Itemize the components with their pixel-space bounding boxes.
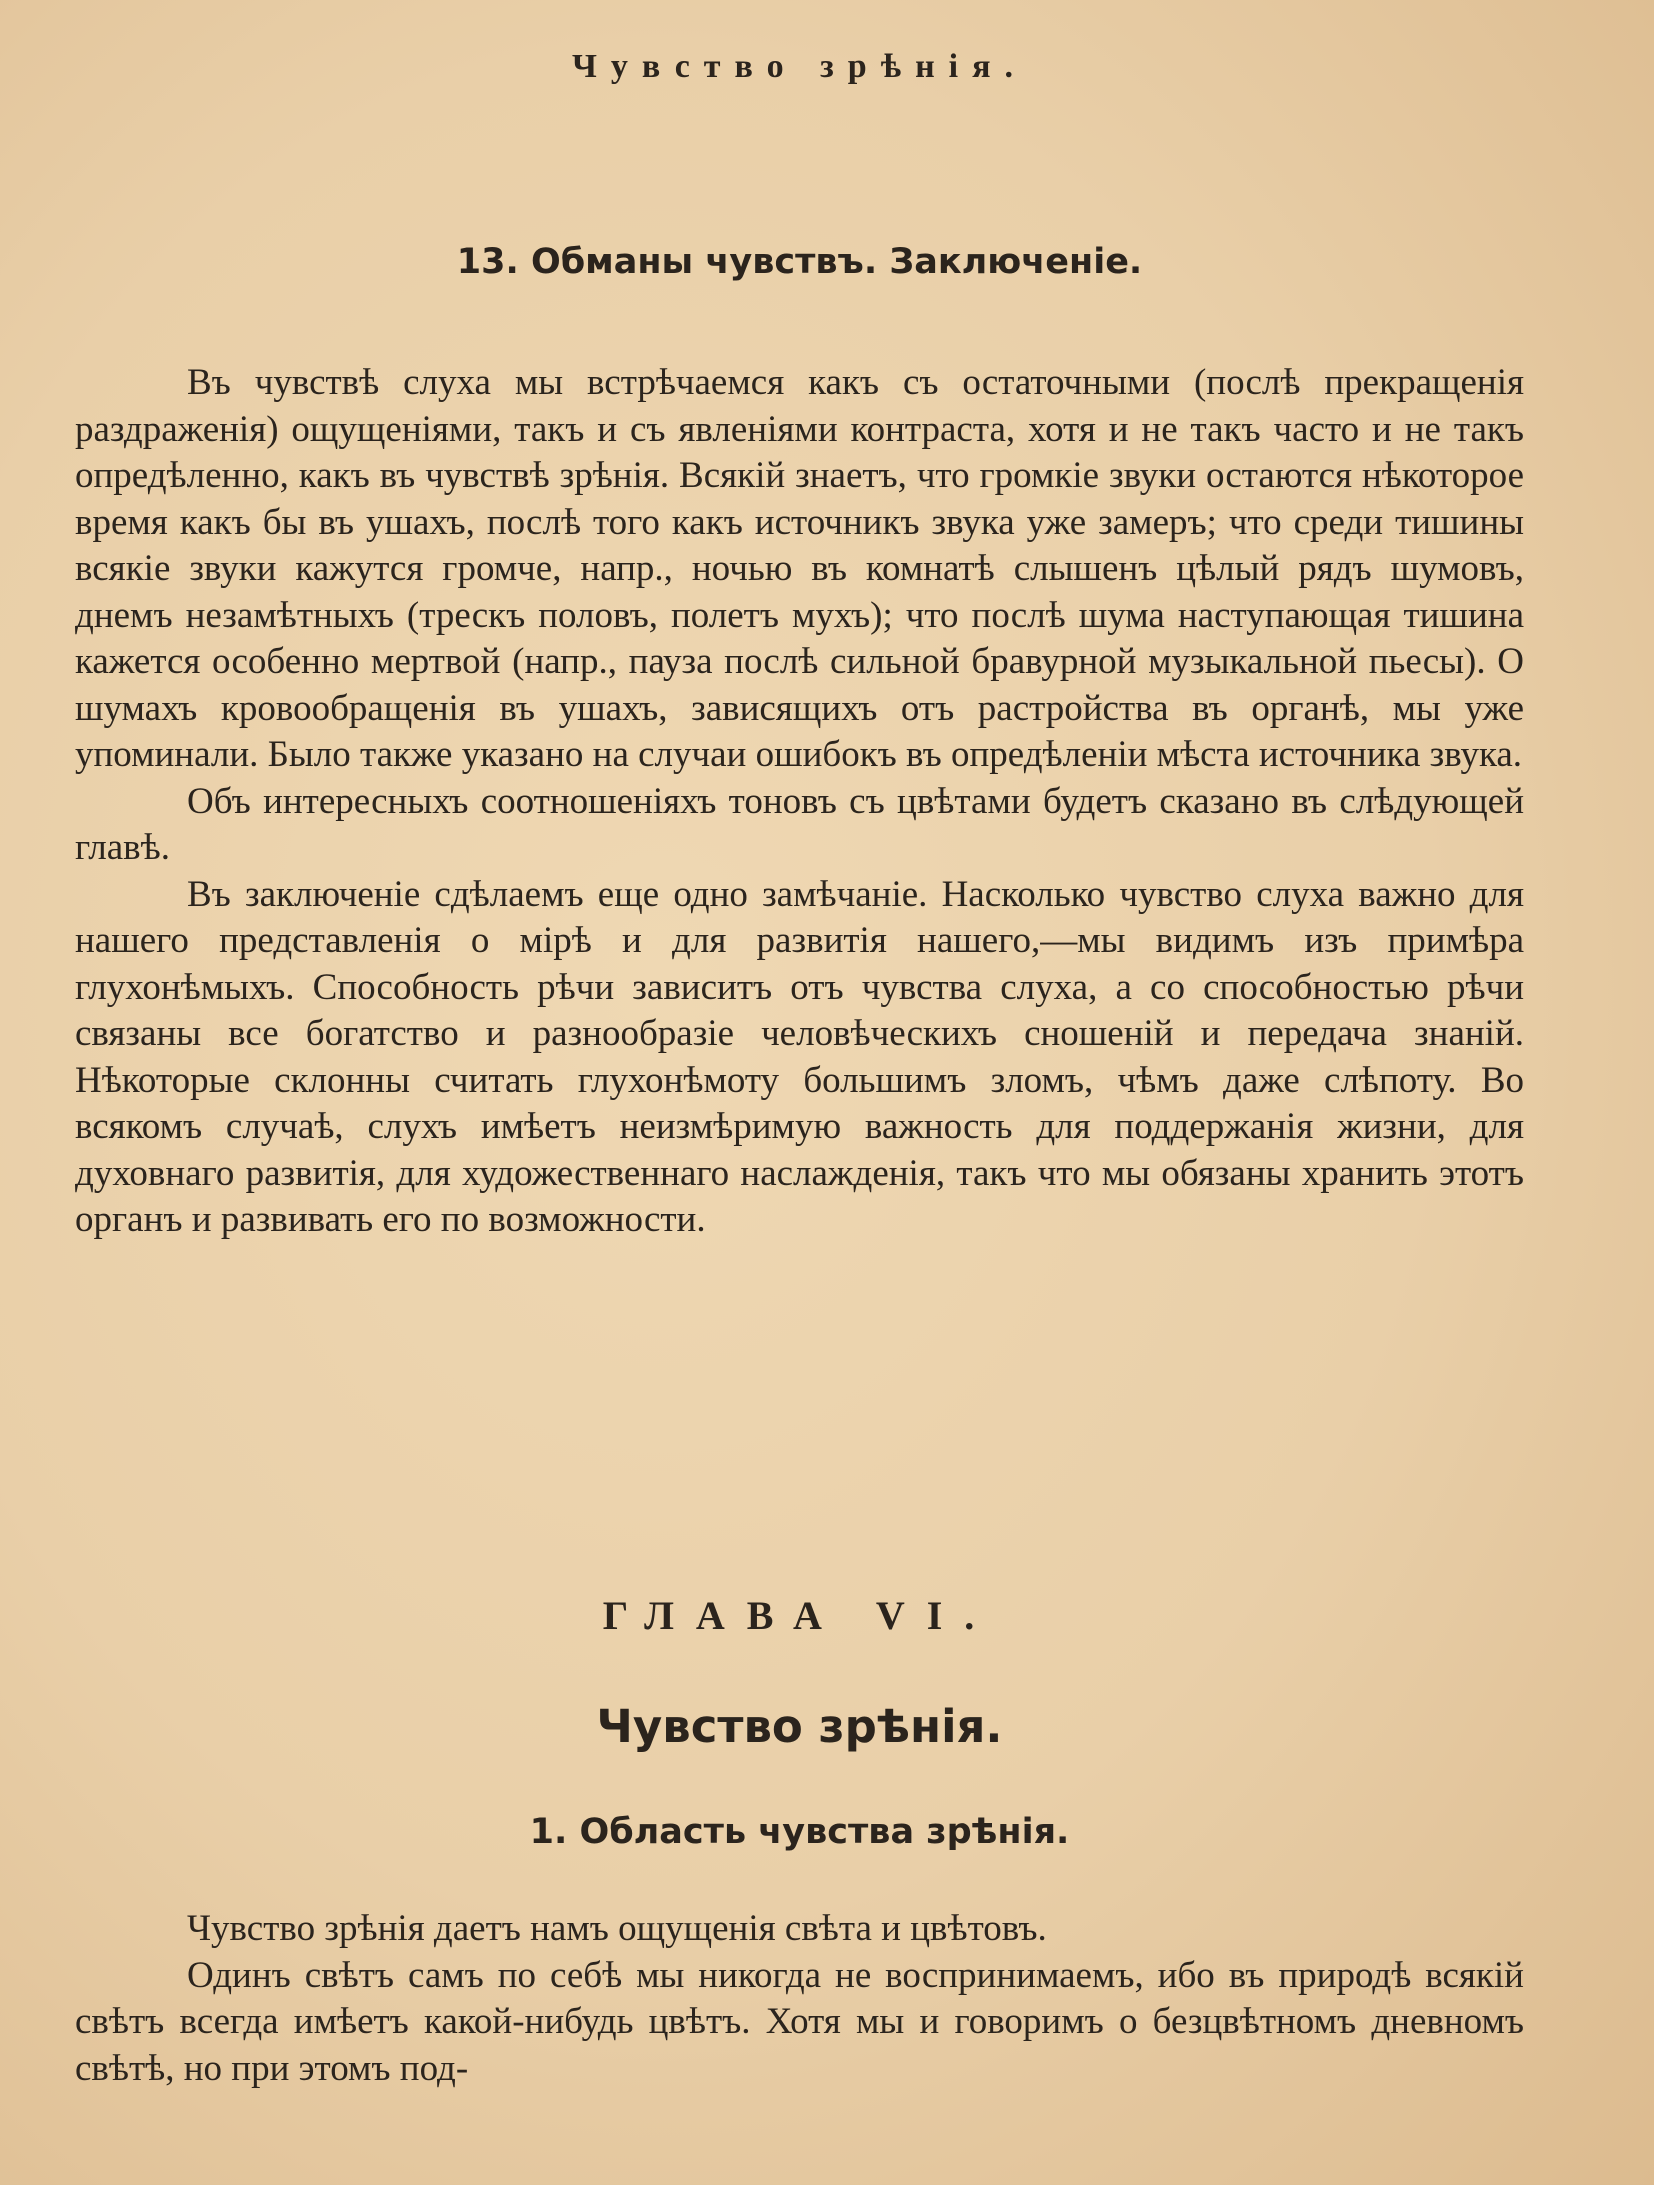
paragraph: Объ интересныхъ соотношеніяхъ тоновъ съ цвѣтами будетъ сказано въ слѣдующей главѣ. (75, 780, 1524, 868)
section-title: 13. Обманы чувствъ. Заключеніе. (456, 242, 1143, 282)
chapter-body (75, 1906, 1524, 2092)
subsection-title: 1. Область чувства зрѣнія. (529, 1812, 1070, 1852)
running-head: Чувство зрѣнія. (571, 48, 1028, 85)
paragraph: Чувство зрѣнія даетъ намъ ощущенія свѣта и цвѣтовъ. (187, 1908, 1047, 1949)
chapter-label: ГЛАВА VI. (602, 1593, 997, 1638)
paragraph: Въ заключеніе сдѣлаемъ еще одно замѣчаніе. Насколько чувство слуха важно для нашего представленія о мірѣ и для развитія нашего,—мы видимъ изъ примѣра глухонѣмыхъ. Способность рѣчи зависитъ отъ чувства слуха, а со способностью рѣчи связаны все богатство и разнообразіе человѣческихъ сношеній и передача знаній. Нѣкоторые склонны считать глухонѣмоту большимъ зломъ, чѣмъ даже слѣпоту. Во всякомъ случаѣ, слухъ имѣетъ неизмѣримую важность для поддержанія жизни, для духовнаго развитія, для художественнаго наслажденія, такъ что мы обязаны хранить этотъ органъ и развивать его по возможности. (75, 873, 1524, 1240)
paragraph: Въ чувствѣ слуха мы встрѣчаемся какъ съ остаточными (послѣ прекращенія раздраженія) ощущеніями, такъ и съ явленіями контраста, хотя и не такъ часто и не такъ опредѣленно, какъ въ чувствѣ зрѣнія. Всякій знаетъ, что громкіе звуки остаются нѣкоторое время какъ бы въ ушахъ, послѣ того какъ источникъ звука уже замеръ; что среди тишины всякіе звуки кажутся громче, напр., ночью въ комнатѣ слышенъ цѣлый рядъ шумовъ, днемъ незамѣтныхъ (трескъ половъ, полетъ мухъ); что послѣ шума наступающая тишина кажется особенно мертвой (напр., пауза послѣ сильной бравурной музыкальной пьесы). О шумахъ кровообращенія въ ушахъ, зависящихъ отъ растройства въ органѣ, мы уже упоминали. Было также указано на случаи ошибокъ въ опредѣленіи мѣста источника звука. (75, 362, 1524, 775)
section-body (75, 360, 1524, 1244)
chapter-title: Чувство зрѣнія. (596, 1700, 1003, 1753)
paragraph: Одинъ свѣтъ самъ по себѣ мы никогда не воспринимаемъ, ибо въ природѣ всякій свѣтъ всегда имѣетъ какой-нибудь цвѣтъ. Хотя мы и говоримъ о безцвѣтномъ дневномъ свѣтѣ, но при этомъ под- (75, 1954, 1524, 2089)
